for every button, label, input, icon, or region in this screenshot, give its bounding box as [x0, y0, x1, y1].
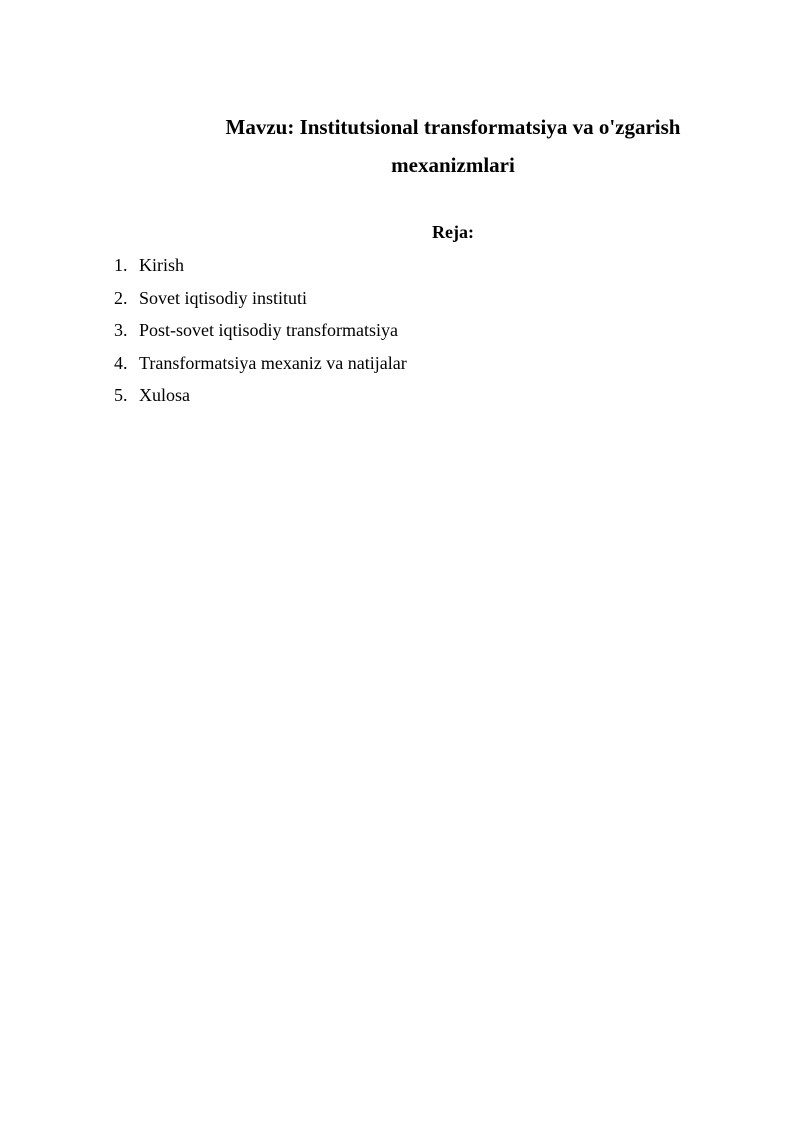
plan-item-number: 1.: [114, 255, 128, 275]
plan-list: [114, 254, 407, 417]
plan-item-1: [114, 254, 407, 287]
plan-item-text: Sovet iqtisodiy instituti: [139, 287, 308, 308]
document-title-line-2: mexanizmlari: [391, 153, 515, 177]
plan-item-number: 4.: [114, 352, 128, 373]
plan-item-5: [114, 384, 407, 417]
plan-item-3: [114, 319, 407, 352]
plan-heading: Reja:: [432, 222, 474, 242]
document-title-line-1: Mavzu: Institutsional transformatsiya va o'zgarish: [225, 115, 681, 139]
plan-item-text: Kirish: [139, 255, 184, 275]
plan-item-text: Transformatsiya mexaniz va natijalar: [139, 352, 407, 373]
plan-item-number: 2.: [114, 287, 128, 308]
plan-item-number: 3.: [114, 320, 128, 340]
plan-item-2: [114, 287, 407, 320]
plan-item-text: Xulosa: [139, 385, 190, 405]
plan-item-text: Post-sovet iqtisodiy transformatsiya: [139, 320, 398, 340]
plan-item-number: 5.: [114, 385, 128, 405]
plan-item-4: [114, 352, 407, 385]
